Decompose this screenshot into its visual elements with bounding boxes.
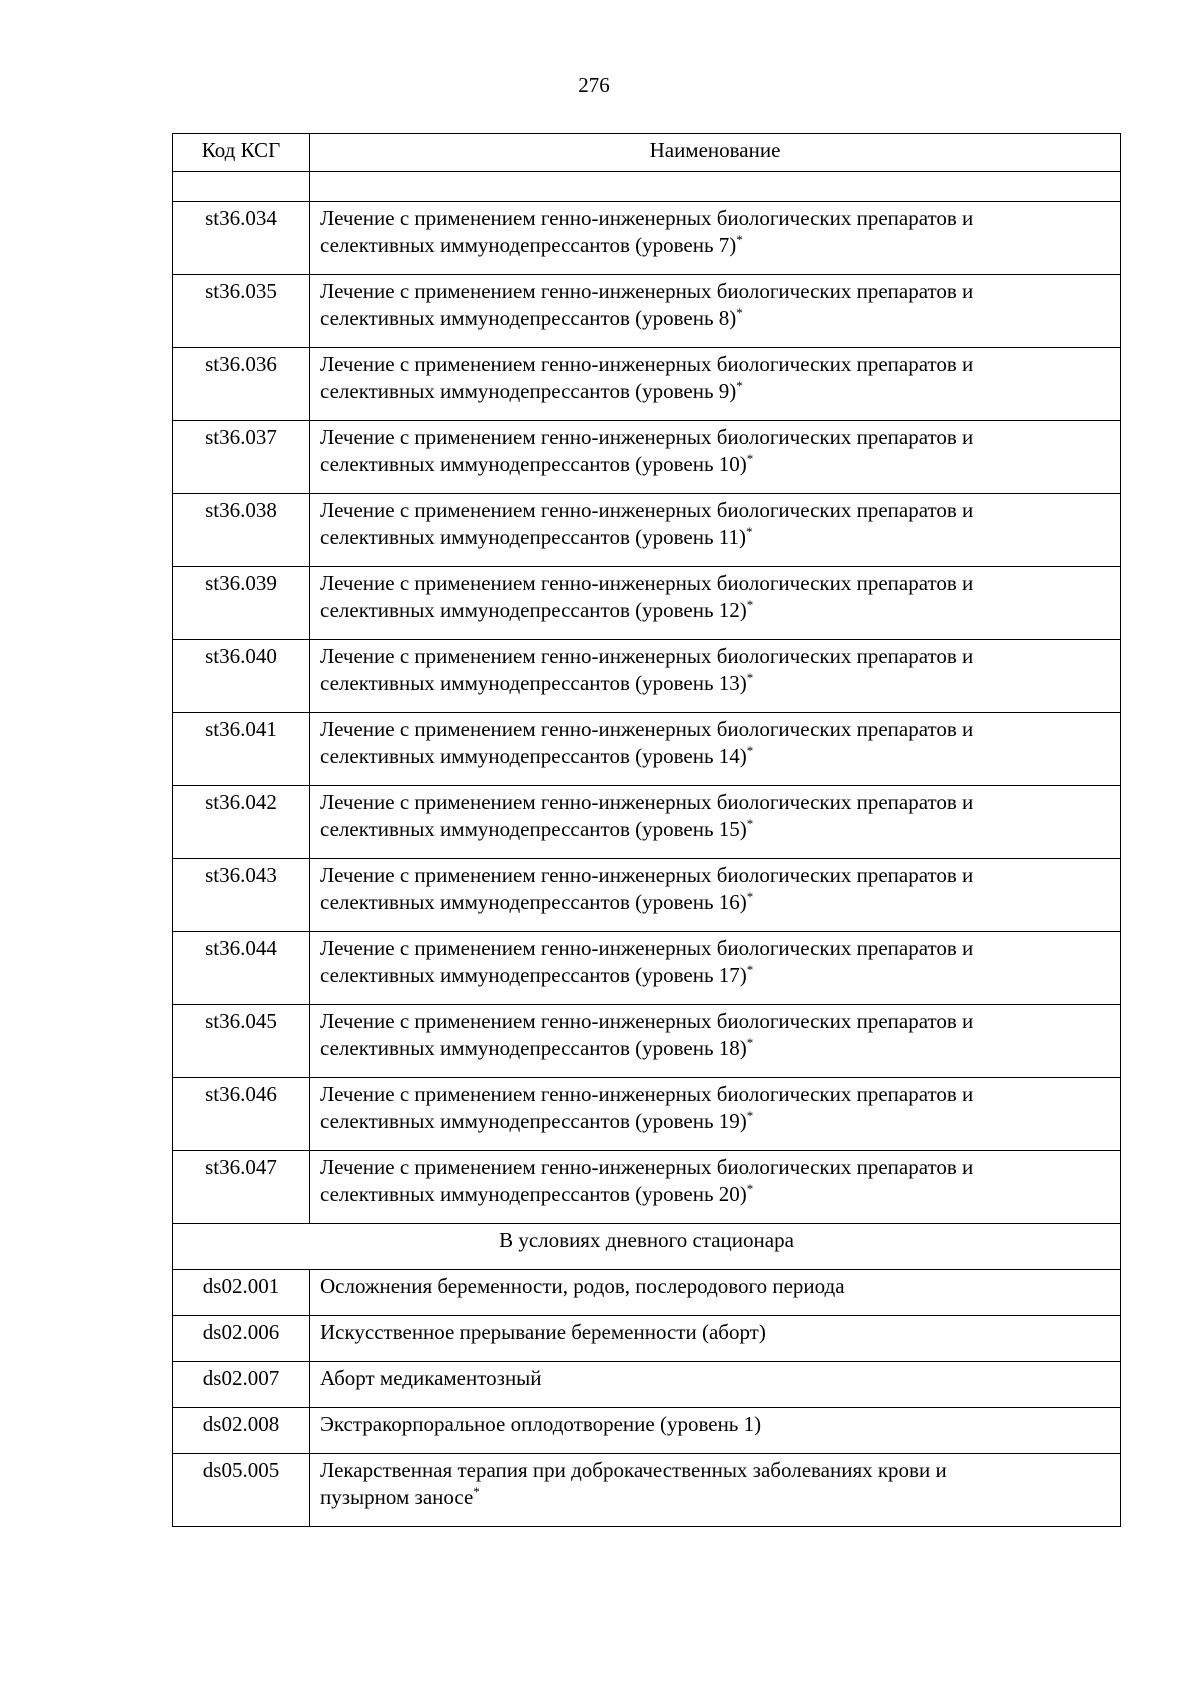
ksg-name-cell: [310, 1151, 1121, 1224]
table-row: [173, 202, 1121, 275]
blank-row: [173, 172, 1121, 202]
ksg-name-cell: [310, 421, 1121, 494]
ksg-code-cell: st36.036: [173, 348, 310, 421]
ksg-name-line: Лечение с применением генно-инженерных биологических препаратов и: [320, 206, 974, 230]
ksg-code-cell: st36.039: [173, 567, 310, 640]
ksg-name-line: Лечение с применением генно-инженерных биологических препаратов и: [320, 352, 974, 376]
blank-cell: [173, 172, 310, 202]
footnote-mark: *: [746, 670, 754, 686]
ksg-name-line: Лечение с применением генно-инженерных биологических препаратов и: [320, 936, 974, 960]
ksg-name-cell: [310, 1078, 1121, 1151]
ksg-name-cell: [310, 932, 1121, 1005]
ksg-name-cell: [310, 348, 1121, 421]
footnote-mark: *: [746, 1035, 754, 1051]
ksg-code-cell: st36.046: [173, 1078, 310, 1151]
footnote-mark: *: [736, 305, 743, 321]
ksg-name-line: Искусственное прерывание беременности (аборт): [320, 1320, 766, 1344]
ksg-name-cell: [310, 494, 1121, 567]
ksg-name-cell: [310, 275, 1121, 348]
ksg-name-line: селективных иммунодепрессантов (уровень 18): [320, 1036, 747, 1060]
ksg-name-line: селективных иммунодепрессантов (уровень 20): [320, 1182, 747, 1206]
ksg-name-line: селективных иммунодепрессантов (уровень 12): [320, 598, 747, 622]
ksg-table: [172, 133, 1121, 1527]
ksg-code-cell: st36.047: [173, 1151, 310, 1224]
table-row: [173, 1362, 1121, 1408]
ksg-code-cell: st36.043: [173, 859, 310, 932]
ksg-code-cell: ds05.005: [173, 1454, 310, 1527]
ksg-name-line: селективных иммунодепрессантов (уровень 11): [320, 525, 746, 549]
blank-cell: [310, 172, 1121, 202]
ksg-name-line: селективных иммунодепрессантов (уровень 10): [320, 452, 747, 476]
table-row: [173, 932, 1121, 1005]
ksg-name-line: Лечение с применением генно-инженерных биологических препаратов и: [320, 1082, 974, 1106]
ksg-name-line: селективных иммунодепрессантов (уровень 8): [320, 306, 737, 330]
ksg-name-line: селективных иммунодепрессантов (уровень 7): [320, 233, 737, 257]
table-row: [173, 348, 1121, 421]
section-title: В условиях дневного стационара: [173, 1224, 1121, 1270]
ksg-code-cell: st36.041: [173, 713, 310, 786]
ksg-name-line: Лечение с применением генно-инженерных биологических препаратов и: [320, 790, 974, 814]
ksg-name-line: Лечение с применением генно-инженерных биологических препаратов и: [320, 425, 974, 449]
ksg-code-cell: ds02.007: [173, 1362, 310, 1408]
ksg-code-cell: st36.045: [173, 1005, 310, 1078]
footnote-mark: *: [473, 1484, 480, 1500]
section-row: [173, 1224, 1121, 1270]
footnote-mark: *: [746, 816, 754, 832]
ksg-name-line: Лечение с применением генно-инженерных биологических препаратов и: [320, 279, 974, 303]
ksg-name-line: Лечение с применением генно-инженерных биологических препаратов и: [320, 1155, 974, 1179]
ksg-name-line: Лечение с применением генно-инженерных биологических препаратов и: [320, 571, 974, 595]
ksg-name-cell: [310, 567, 1121, 640]
table-row: [173, 1270, 1121, 1316]
table-row: [173, 275, 1121, 348]
ksg-code-cell: st36.044: [173, 932, 310, 1005]
table-row: [173, 1151, 1121, 1224]
table-row: [173, 494, 1121, 567]
ksg-name-line: Осложнения беременности, родов, послеродового периода: [320, 1274, 845, 1298]
ksg-name-line: Лечение с применением генно-инженерных биологических препаратов и: [320, 498, 974, 522]
table-row: [173, 421, 1121, 494]
table-row: [173, 567, 1121, 640]
table-row: [173, 1078, 1121, 1151]
header-code: Код КСГ: [173, 134, 310, 172]
ksg-name-line: селективных иммунодепрессантов (уровень 14): [320, 744, 747, 768]
ksg-name-cell: [310, 1316, 1121, 1362]
table-row: [173, 713, 1121, 786]
ksg-name-line: Лечение с применением генно-инженерных биологических препаратов и: [320, 863, 974, 887]
table-row: [173, 786, 1121, 859]
table-header-row: [173, 134, 1121, 172]
footnote-mark: *: [746, 1108, 754, 1124]
ksg-name-line: Лечение с применением генно-инженерных биологических препаратов и: [320, 1009, 974, 1033]
ksg-name-cell: [310, 1454, 1121, 1527]
page-number: 276: [578, 73, 610, 97]
ksg-name-line: селективных иммунодепрессантов (уровень 13): [320, 671, 747, 695]
ksg-code-cell: st36.038: [173, 494, 310, 567]
footnote-mark: *: [746, 743, 754, 759]
ksg-name-line: селективных иммунодепрессантов (уровень 17): [320, 963, 747, 987]
footnote-mark: *: [736, 378, 743, 394]
ksg-code-cell: ds02.006: [173, 1316, 310, 1362]
table-row: [173, 1316, 1121, 1362]
ksg-name-cell: [310, 1362, 1121, 1408]
ksg-name-line: Аборт медикаментозный: [320, 1366, 542, 1390]
ksg-name-cell: [310, 1270, 1121, 1316]
ksg-name-cell: [310, 1408, 1121, 1454]
ksg-name-cell: [310, 713, 1121, 786]
ksg-name-cell: [310, 786, 1121, 859]
ksg-name-line: Лечение с применением генно-инженерных биологических препаратов и: [320, 644, 974, 668]
ksg-name-line: пузырном заносе: [320, 1485, 474, 1509]
ksg-name-cell: [310, 202, 1121, 275]
footnote-mark: *: [746, 597, 754, 613]
table-row: [173, 1408, 1121, 1454]
footnote-mark: *: [746, 962, 754, 978]
ksg-code-cell: st36.040: [173, 640, 310, 713]
ksg-code-cell: st36.035: [173, 275, 310, 348]
footnote-mark: *: [746, 1181, 754, 1197]
table-row: [173, 1005, 1121, 1078]
ksg-code-cell: ds02.008: [173, 1408, 310, 1454]
footnote-mark: *: [746, 889, 754, 905]
ksg-name-cell: [310, 1005, 1121, 1078]
ksg-name-line: селективных иммунодепрессантов (уровень 15): [320, 817, 747, 841]
ksg-code-cell: ds02.001: [173, 1270, 310, 1316]
ksg-code-cell: st36.034: [173, 202, 310, 275]
ksg-code-cell: st36.037: [173, 421, 310, 494]
ksg-name-line: селективных иммунодепрессантов (уровень 16): [320, 890, 747, 914]
footnote-mark: *: [736, 232, 743, 248]
table-row: [173, 859, 1121, 932]
ksg-name-cell: [310, 859, 1121, 932]
header-name: Наименование: [310, 134, 1121, 172]
ksg-name-line: селективных иммунодепрессантов (уровень 9): [320, 379, 737, 403]
ksg-code-cell: st36.042: [173, 786, 310, 859]
footnote-mark: *: [746, 451, 754, 467]
ksg-name-line: Лечение с применением генно-инженерных биологических препаратов и: [320, 717, 974, 741]
ksg-name-line: селективных иммунодепрессантов (уровень 19): [320, 1109, 747, 1133]
footnote-mark: *: [746, 524, 753, 540]
ksg-name-line: Экстракорпоральное оплодотворение (уровень 1): [320, 1412, 762, 1436]
table-row: [173, 640, 1121, 713]
ksg-name-cell: [310, 640, 1121, 713]
ksg-name-line: Лекарственная терапия при доброкачественных заболеваниях крови и: [320, 1458, 947, 1482]
table-row: [173, 1454, 1121, 1527]
